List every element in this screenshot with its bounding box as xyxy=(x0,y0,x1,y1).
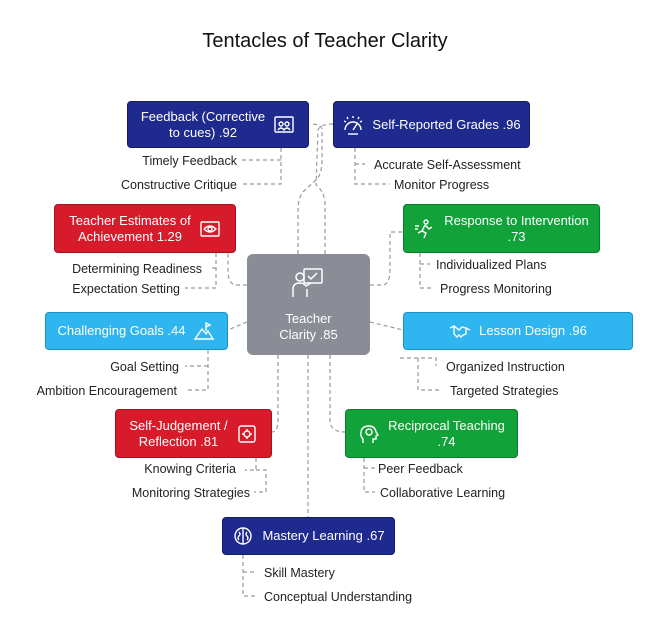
teacher-board-icon xyxy=(291,265,325,303)
diagram-title: Tentacles of Teacher Clarity xyxy=(202,30,448,52)
self-judgement-sub-1: Knowing Criteria xyxy=(144,462,236,476)
lesson-sub-2: Targeted Strategies xyxy=(450,384,559,398)
mountain-flag-icon xyxy=(193,320,215,342)
eye-icon xyxy=(199,218,221,240)
running-person-icon xyxy=(414,218,436,240)
mastery-sub-2: Conceptual Understanding xyxy=(264,590,413,604)
node-teacher-estimates: Teacher Estimates of Achievement 1.29 xyxy=(54,204,236,253)
feedback-sub-1: Timely Feedback xyxy=(142,154,237,168)
feedback-sub-2: Constructive Critique xyxy=(120,178,237,192)
response-sub-1: Individualized Plans xyxy=(436,258,547,272)
response-sub-2: Progress Monitoring xyxy=(440,282,552,296)
node-reciprocal-teaching: Reciprocal Teaching .74 xyxy=(345,409,518,458)
node-self-reported-grades: Self-Reported Grades .96 xyxy=(333,101,530,148)
mastery-sub-1: Skill Mastery xyxy=(264,566,335,580)
handshake-icon xyxy=(449,320,471,342)
reciprocal-sub-2: Collaborative Learning xyxy=(380,486,506,500)
self-reported-sub-2: Monitor Progress xyxy=(394,178,490,192)
brain-icon xyxy=(232,525,254,547)
node-self-judgement: Self-Judgement / Reflection .81 xyxy=(115,409,272,458)
node-lesson-design: Lesson Design .96 xyxy=(403,312,633,350)
gauge-icon xyxy=(342,114,364,136)
node-mastery-learning: Mastery Learning .67 xyxy=(222,517,395,555)
node-challenging-goals: Challenging Goals .44 xyxy=(45,312,228,350)
node-response-to-intervention: Response to Intervention .73 xyxy=(403,204,600,253)
teacher-estimates-sub-2: Expectation Setting xyxy=(72,282,180,296)
teacher-estimates-sub-1: Determining Readiness xyxy=(72,262,202,276)
center-node-label: Teacher Clarity .85 xyxy=(279,311,338,342)
brain-gear-icon xyxy=(236,423,258,445)
center-node-teacher-clarity xyxy=(247,254,370,355)
head-chat-icon xyxy=(358,423,380,445)
lesson-sub-1: Organized Instruction xyxy=(446,360,565,374)
self-reported-sub-1: Accurate Self-Assessment xyxy=(374,158,521,172)
people-chat-icon xyxy=(273,114,295,136)
self-judgement-sub-2: Monitoring Strategies xyxy=(131,486,250,500)
reciprocal-sub-1: Peer Feedback xyxy=(378,462,463,476)
challenging-sub-2: Ambition Encouragement xyxy=(36,384,177,398)
challenging-sub-1: Goal Setting xyxy=(110,360,179,374)
node-feedback: Feedback (Corrective to cues) .92 xyxy=(127,101,309,148)
